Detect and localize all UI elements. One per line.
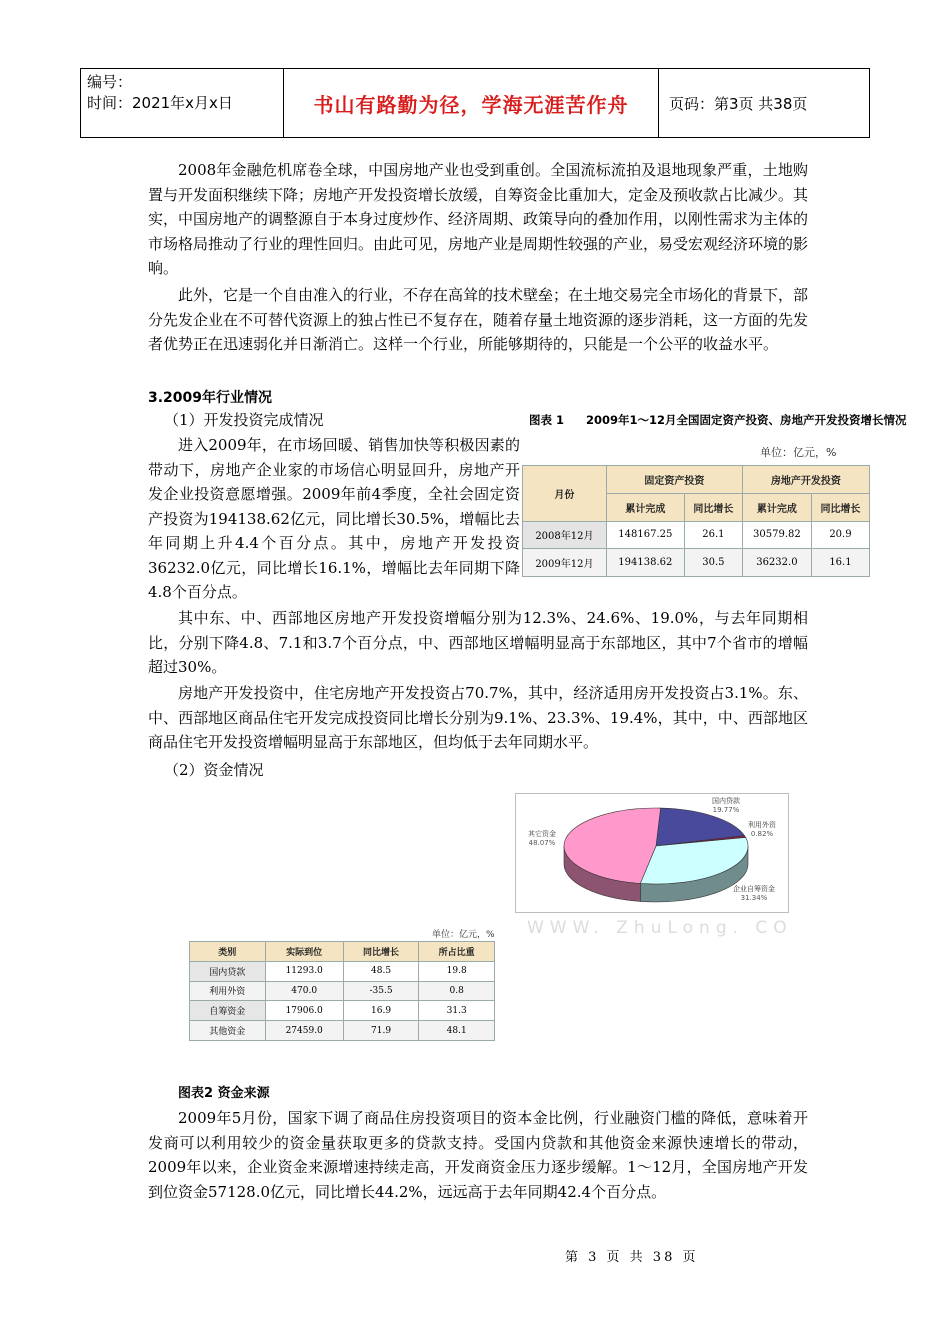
header-motto: 书山有路勤为径，学海无涯苦作舟	[284, 69, 659, 137]
group-fixed-asset-header: 固定资产投资	[606, 466, 742, 494]
paragraph-5: 房地产开发投资中，住宅房地产开发投资占70.7%，其中，经济适用房开发投资占3.1%。东、中、西部地区商品住宅开发完成投资同比增长分别为9.1%、23.3%、19.4%，其中，中、西部地区商品住宅开发投资增幅明显高于东部地区，但均低于去年同期水平。	[148, 684, 808, 751]
table-cell: 自筹资金	[190, 1001, 266, 1021]
table-row	[523, 521, 870, 549]
row-month: 2008年12月	[523, 521, 607, 549]
doc-number-label: 编号：	[87, 73, 133, 91]
table-cell: 其他资金	[190, 1021, 266, 1041]
col-header: 实际到位	[265, 942, 343, 962]
col-header: 类别	[190, 942, 266, 962]
paragraph-1: 2008年金融危机席卷全球，中国房地产业也受到重创。全国流标流拍及退地现象严重，土地购置与开发面积继续下降；房地产开发投资增长放缓，自筹资金比重加大，定金及预收款占比减少。其实，中国房地产的调整源自于本身过度炒作、经济周期、政策导向的叠加作用，以刚性需求为主体的市场格局推动了行业的理性回归。由此可见，房地产业是周期性较强的产业，易受宏观经济环境的影响。	[148, 161, 809, 277]
table-cell: 31.3	[419, 1001, 495, 1021]
page-header	[80, 68, 870, 138]
table-cell: -35.5	[343, 981, 419, 1001]
doc-time-label: 时间：2021年x月x日	[87, 94, 233, 112]
investment-table	[522, 465, 870, 577]
subheading-funding: （2）资金情况	[164, 761, 264, 779]
table-cell: 16.9	[343, 1001, 419, 1021]
table-cell: 11293.0	[265, 961, 343, 981]
pie-label-企业自筹资金: 企业自筹资金	[733, 885, 775, 893]
figure1-unit: 单位：亿元，%	[760, 446, 837, 459]
watermark-text: WWW. ZhuLong. CO	[527, 918, 793, 938]
paragraph-2: 此外，它是一个自由准入的行业，不存在高耸的技术壁垒；在土地交易完全市场化的背景下，部分先发企业在不可替代资源上的独占性已不复存在，随着存量土地资源的逐步消耗，这一方面的先发者优势正在迅速弱化并日渐消亡。这样一个行业，所能够期待的，只能是一个公平的收益水平。	[148, 286, 809, 353]
table-cell: 36232.0	[742, 549, 811, 577]
figure1-label: 图表 1	[529, 413, 565, 427]
table-cell: 利用外资	[190, 981, 266, 1001]
subheading-investment: （1）开发投资完成情况	[164, 411, 324, 429]
table-cell: 48.1	[419, 1021, 495, 1041]
row-month: 2009年12月	[523, 549, 607, 577]
table-cell: 国内贷款	[190, 961, 266, 981]
table-cell: 48.5	[343, 961, 419, 981]
table-cell: 0.8	[419, 981, 495, 1001]
table-row	[190, 1001, 495, 1021]
table-cell: 470.0	[265, 981, 343, 1001]
paragraph-3: 进入2009年，在市场回暖、销售加快等积极因素的带动下，房地产企业家的市场信心明显回升，房地产开发企业投资意愿增强。2009年前4季度，全社会固定资产投资为194138.62亿元，同比增长30.5%，增幅比去年同期上升4.4个百分点。其中，房地产开发投资36232.0亿元，同比增长16.1%，增幅比去年同期下降4.8个百分点。	[148, 436, 520, 601]
pie-svg	[516, 794, 790, 914]
table-cell: 26.1	[684, 521, 742, 549]
figure1-title	[529, 412, 907, 428]
table-cell: 71.9	[343, 1021, 419, 1041]
pie-pct-国内贷款: 19.77%	[712, 806, 740, 814]
header-page-label: 页码：第3页 共38页	[669, 94, 808, 113]
section-heading: 3.2009年行业情况	[148, 390, 273, 406]
table-row	[190, 981, 495, 1001]
header-meta	[81, 69, 284, 137]
table-cell: 27459.0	[265, 1021, 343, 1041]
table-cell: 17906.0	[265, 1001, 343, 1021]
table-cell: 148167.25	[606, 521, 684, 549]
table-row	[523, 549, 870, 577]
table-row	[190, 1021, 495, 1041]
table-cell: 19.8	[419, 961, 495, 981]
col-header: 同比增长	[343, 942, 419, 962]
table-cell: 20.9	[811, 521, 869, 549]
figure2-caption: 图表2 资金来源	[178, 1086, 270, 1101]
sub-header: 同比增长	[684, 493, 742, 521]
page-footer: 第 3 页 共 38 页	[565, 1250, 699, 1265]
pie-pct-利用外资: 0.82%	[750, 830, 774, 838]
pie-label-国内贷款: 国内贷款	[712, 797, 740, 805]
figure1-title-text: 2009年1～12月全国固定资产投资、房地产开发投资增长情况	[586, 413, 907, 427]
figure2-unit: 单位：亿元，%	[432, 930, 495, 940]
col-header: 所占比重	[419, 942, 495, 962]
col-month-header: 月份	[523, 466, 607, 522]
pie-pct-其它资金: 48.07%	[528, 839, 556, 847]
pie-pct-企业自筹资金: 31.34%	[740, 894, 768, 902]
group-realestate-header: 房地产开发投资	[742, 466, 869, 494]
table-cell: 16.1	[811, 549, 869, 577]
sub-header: 同比增长	[811, 493, 869, 521]
funding-table	[189, 941, 495, 1041]
table-row	[190, 961, 495, 981]
pie-label-利用外资: 利用外资	[748, 821, 776, 829]
table-cell: 30.5	[684, 549, 742, 577]
funding-pie-chart	[515, 793, 789, 913]
paragraph-6: 2009年5月份，国家下调了商品住房投资项目的资本金比例，行业融资门槛的降低，意味着开发商可以利用较少的资金量获取更多的贷款支持。受国内贷款和其他资金来源快速增长的带动，2009年以来，企业资金来源增速持续走高，开发商资金压力逐步缓解。1～12月，全国房地产开发到位资金57128.0亿元，同比增长44.2%，远远高于去年同期42.4个百分点。	[148, 1109, 808, 1201]
pie-label-其它资金: 其它资金	[528, 830, 556, 838]
sub-header: 累计完成	[606, 493, 684, 521]
table-cell: 30579.82	[742, 521, 811, 549]
table-cell: 194138.62	[606, 549, 684, 577]
paragraph-4: 其中东、中、西部地区房地产开发投资增幅分别为12.3%、24.6%、19.0%，与去年同期相比，分别下降4.8、7.1和3.7个百分点，中、西部地区增幅明显高于东部地区，其中7个省市的增幅超过30%。	[148, 609, 808, 676]
sub-header: 累计完成	[742, 493, 811, 521]
